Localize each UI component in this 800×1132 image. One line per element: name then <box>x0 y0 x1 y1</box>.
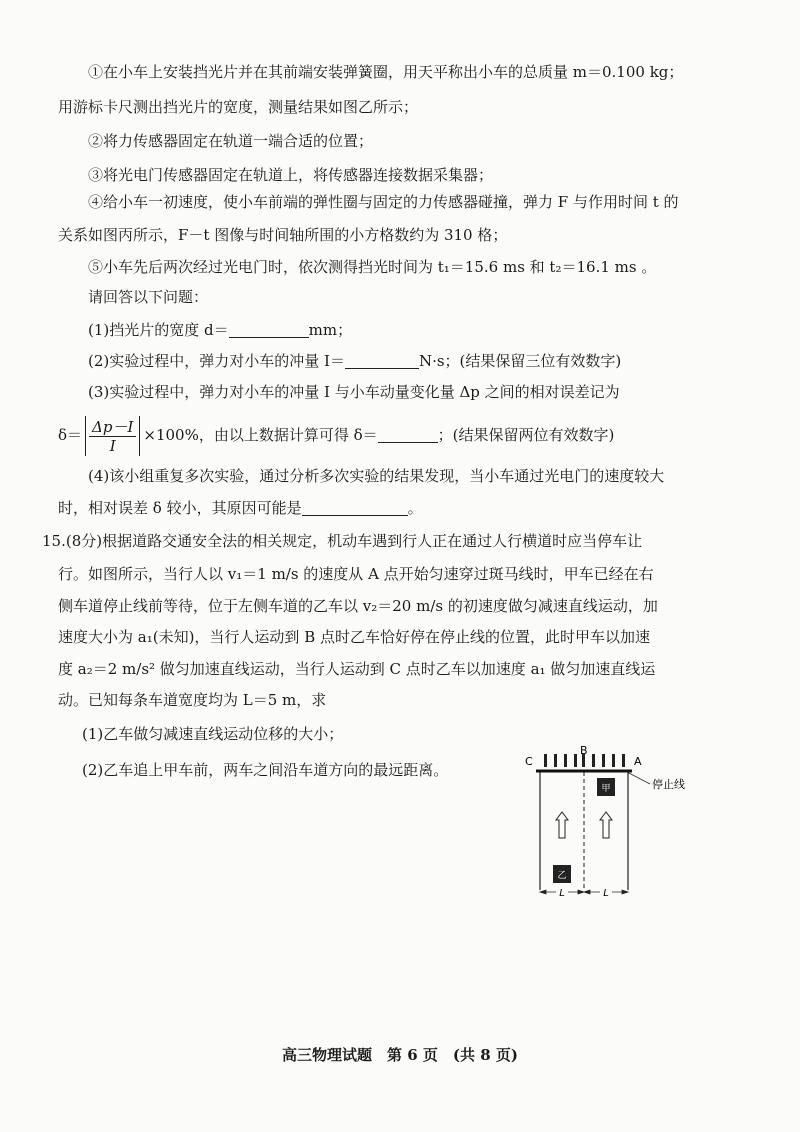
answer-blank-2[interactable] <box>345 352 419 369</box>
stop-line-label: 停止线 <box>652 778 685 791</box>
label-a: A <box>634 755 642 768</box>
problem-15-line-2: 行。如图所示，当行人以 v₁＝1 m/s 的速度从 A 点开始匀速穿过斑马线时，甲车已经在右 <box>58 565 654 583</box>
question-4-text: 时，相对误差 δ 较小，其原因可能是 <box>58 499 302 517</box>
page-footer: 高三物理试题 第 6 页 (共 8 页) <box>282 1046 518 1064</box>
arrow-up-right-icon <box>600 812 612 838</box>
question-3-formula <box>58 412 614 458</box>
question-2-text: (2)实验过程中，弹力对小车的冲量 I＝ <box>88 352 345 370</box>
step-4-line-1: ④给小车一初速度，使小车前端的弹性圈与固定的力传感器碰撞，弹力 F 与作用时间 t 的 <box>88 193 679 211</box>
answer-blank-3[interactable] <box>378 426 438 443</box>
car-yi-label: 乙 <box>557 871 567 881</box>
delta-symbol: δ＝ <box>58 426 83 444</box>
fraction-denominator: I <box>109 436 116 455</box>
step-5: ⑤小车先后两次经过光电门时，依次测得挡光时间为 t₁＝15.6 ms 和 t₂＝16.1 ms 。 <box>88 258 657 276</box>
problem-15-line-5: 度 a₂＝2 m/s² 做匀加速直线运动，当行人运动到 C 点时乙车以加速度 a₁ 做匀加速直线运 <box>58 660 656 678</box>
label-c: C <box>525 755 533 768</box>
crosswalk-diagram <box>510 740 710 910</box>
fraction-numerator: Δp－I <box>89 418 136 437</box>
questions-intro: 请回答以下问题： <box>88 288 209 306</box>
abs-bar-right <box>139 416 140 456</box>
answer-blank-1[interactable] <box>229 321 309 338</box>
question-1-text: (1)挡光片的宽度 d＝ <box>88 321 229 339</box>
step-2: ②将力传感器固定在轨道一端合适的位置； <box>88 132 374 150</box>
arrow-up-left-icon <box>556 812 568 838</box>
problem-15-line-3: 侧车道停止线前等待，位于左侧车道的乙车以 v₂＝20 m/s 的初速度做匀减速直线运动，加 <box>58 597 658 615</box>
answer-blank-4[interactable] <box>302 499 408 516</box>
stop-line-leader <box>625 771 650 784</box>
problem-15-line-6: 动。已知每条车道宽度均为 L＝5 m，求 <box>58 691 327 709</box>
question-3-note: ；(结果保留两位有效数字) <box>437 426 615 444</box>
question-1 <box>88 320 352 340</box>
question-3-line-1: (3)实验过程中，弹力对小车的冲量 I 与小车动量变化量 Δp 之间的相对误差记为 <box>88 383 620 401</box>
question-2 <box>88 351 621 371</box>
car-jia-label: 甲 <box>601 784 611 794</box>
label-b: B <box>580 744 588 757</box>
dim-right-label: L <box>603 888 609 899</box>
question-1-unit: mm； <box>308 321 353 339</box>
abs-bar-left <box>85 416 86 456</box>
question-4-line-2 <box>58 498 423 518</box>
relative-error-fraction <box>89 418 136 455</box>
step-3: ③将光电门传感器固定在轨道上，将传感器连接数据采集器； <box>88 166 494 184</box>
question-3-text: ×100%，由以上数据计算可得 δ＝ <box>143 426 378 444</box>
question-2-unit: N·s；(结果保留三位有效数字) <box>418 352 622 370</box>
problem-15-sub-2: (2)乙车追上甲车前，两车之间沿车道方向的最远距离。 <box>82 761 449 779</box>
problem-15-line-4: 速度大小为 a₁(未知)，当行人运动到 B 点时乙车恰好停在停止线的位置，此时甲车以加速 <box>58 628 650 646</box>
dim-left-label: L <box>559 888 565 899</box>
dimension-lines <box>540 890 628 894</box>
problem-15-line-1: 15.(8分)根据道路交通安全法的相关规定，机动车遇到行人正在通过人行横道时应当停车让 <box>42 532 643 550</box>
step-1-line-1: ①在小车上安装挡光片并在其前端安装弹簧圈，用天平称出小车的总质量 m＝0.100 kg； <box>88 63 684 81</box>
step-4-line-2: 关系如图丙所示，F－t 图像与时间轴所围的小方格数约为 310 格； <box>58 226 508 244</box>
step-1-line-2: 用游标卡尺测出挡光片的宽度，测量结果如图乙所示； <box>58 98 419 116</box>
problem-15-sub-1: (1)乙车做匀减速直线运动位移的大小； <box>82 725 344 743</box>
question-4-line-1: (4)该小组重复多次实验，通过分析多次实验的结果发现，当小车通过光电门的速度较大 <box>88 467 665 485</box>
question-4-end: 。 <box>407 499 423 517</box>
